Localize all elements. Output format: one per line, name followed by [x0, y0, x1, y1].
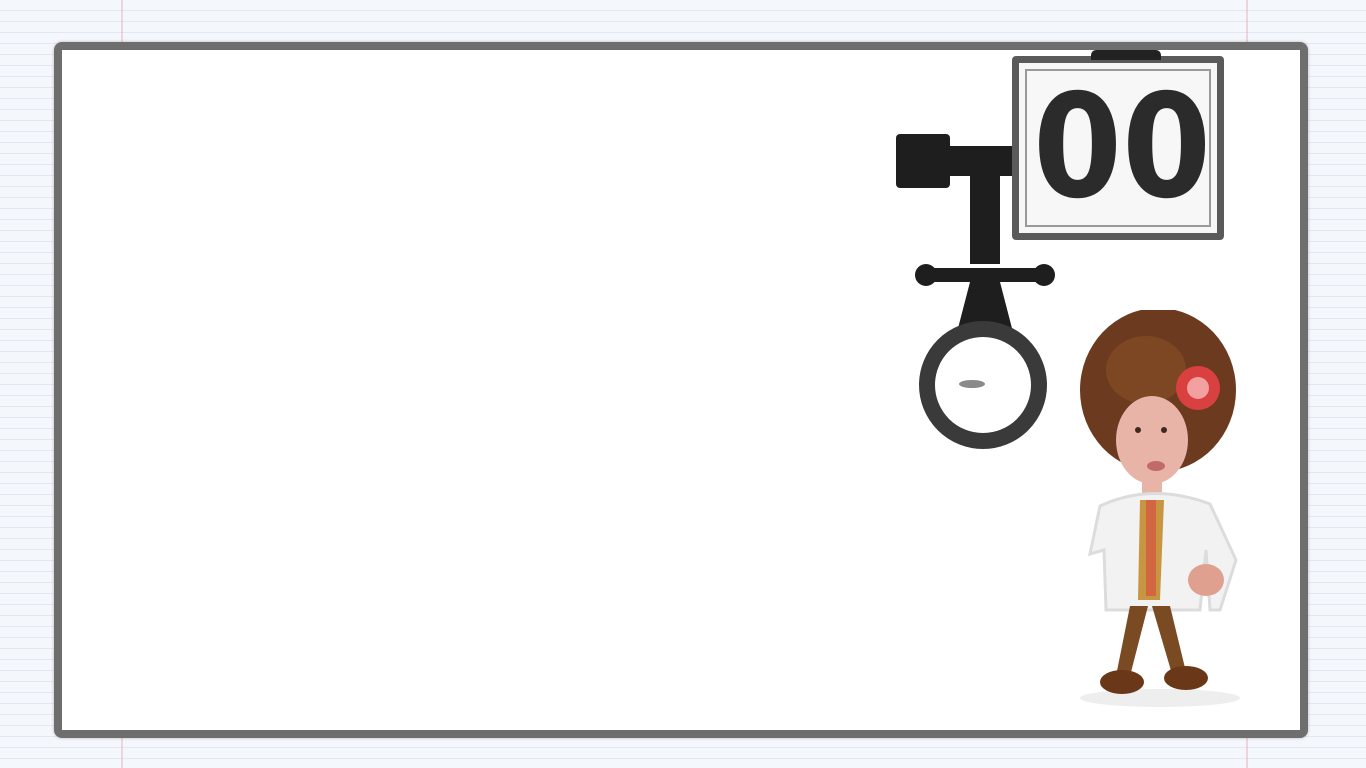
- plunger-shaft: [970, 160, 1000, 264]
- scientist-character: [1060, 310, 1270, 710]
- crossbar-knob-right: [1033, 264, 1055, 286]
- character-leg-right: [1152, 606, 1186, 674]
- character-face: [1116, 396, 1188, 484]
- plunger-crossbar: [926, 268, 1044, 282]
- plunger-handle[interactable]: [896, 134, 950, 188]
- crossbar-knob-left: [915, 264, 937, 286]
- character-shoe-left: [1100, 670, 1144, 694]
- character-shadow: [1080, 689, 1240, 707]
- plunger-device-icon[interactable]: [890, 130, 1060, 460]
- ring-inner-mark: [959, 380, 985, 388]
- character-hand: [1188, 564, 1224, 596]
- character-leg-left: [1116, 606, 1148, 676]
- counter-digit-ones: 0: [1122, 64, 1212, 231]
- red-goggle-lens: [1187, 377, 1209, 399]
- counter-cap: [1091, 50, 1161, 60]
- character-shoe-right: [1164, 666, 1208, 690]
- character-eye-right: [1161, 427, 1167, 433]
- hair-highlight: [1106, 336, 1186, 404]
- counter-digit-tens: 0: [1033, 64, 1123, 231]
- character-mouth: [1147, 461, 1165, 471]
- character-tie: [1146, 500, 1156, 596]
- character-eye-left: [1135, 427, 1141, 433]
